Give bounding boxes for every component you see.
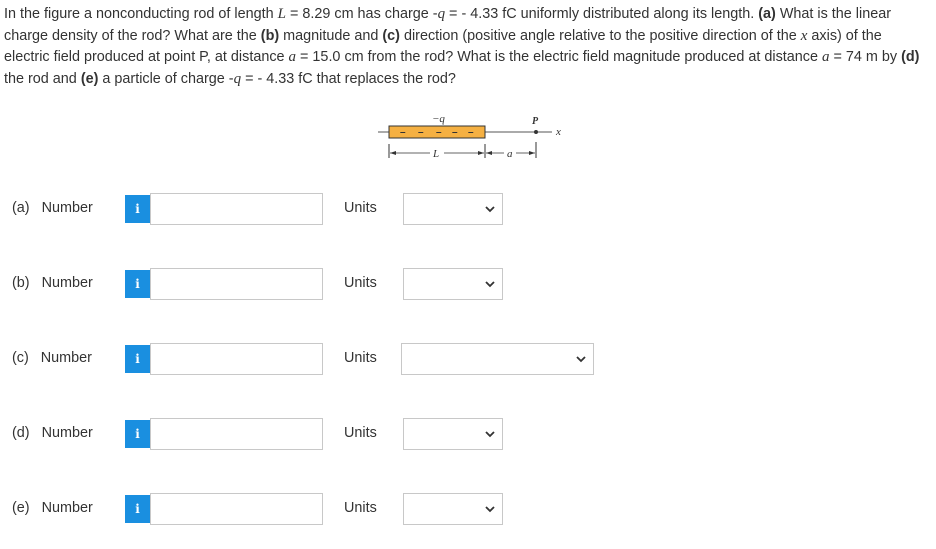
variable-q: q bbox=[437, 6, 446, 22]
number-input-a[interactable] bbox=[150, 193, 323, 225]
info-icon[interactable]: i bbox=[125, 345, 150, 373]
units-label: Units bbox=[344, 350, 377, 366]
chevron-down-icon bbox=[484, 278, 496, 290]
rod-sign: – bbox=[468, 127, 474, 138]
variable-q: q bbox=[233, 70, 242, 87]
units-select-e[interactable] bbox=[403, 493, 503, 525]
part-marker-c: (c) bbox=[382, 27, 400, 44]
variable-a: a bbox=[288, 49, 297, 65]
problem-text: the rod and bbox=[4, 70, 81, 87]
units-select-a[interactable] bbox=[403, 193, 503, 225]
units-select-d[interactable] bbox=[403, 418, 503, 450]
length-label: L bbox=[433, 148, 440, 160]
part-marker-d: (d) bbox=[901, 49, 920, 65]
part-marker-b: (b) bbox=[260, 27, 280, 44]
units-label: Units bbox=[344, 500, 377, 516]
problem-text: axis) of the electric field produced at point P, at distance bbox=[4, 27, 882, 65]
problem-text: magnitude and bbox=[279, 27, 383, 44]
part-marker-a: (a) bbox=[758, 6, 776, 22]
info-icon[interactable]: i bbox=[125, 270, 150, 298]
x-axis-label: x bbox=[556, 126, 561, 138]
number-input-e[interactable] bbox=[150, 493, 323, 525]
chevron-down-icon bbox=[575, 353, 587, 365]
units-label: Units bbox=[344, 200, 377, 216]
part-label: (a) Number bbox=[12, 200, 93, 216]
info-icon[interactable]: i bbox=[125, 495, 150, 523]
part-label: (b) Number bbox=[12, 275, 93, 291]
charge-label: −q bbox=[432, 113, 445, 125]
rod-sign: – bbox=[400, 127, 406, 138]
chevron-down-icon bbox=[484, 203, 496, 215]
units-label: Units bbox=[344, 275, 377, 291]
part-label: (d) Number bbox=[12, 425, 93, 441]
answer-row-c bbox=[0, 342, 936, 376]
problem-text: = 15.0 cm from the rod? What is the electric field magnitude produced at distance bbox=[296, 49, 822, 65]
chevron-down-icon bbox=[484, 428, 496, 440]
info-icon[interactable]: i bbox=[125, 195, 150, 223]
problem-statement bbox=[4, 4, 929, 90]
part-label: (c) Number bbox=[12, 350, 92, 366]
rod-sign: – bbox=[418, 127, 424, 138]
units-select-c[interactable] bbox=[401, 343, 594, 375]
number-input-d[interactable] bbox=[150, 418, 323, 450]
problem-text: a particle of charge - bbox=[98, 70, 234, 87]
distance-label: a bbox=[507, 148, 513, 160]
variable-a: a bbox=[821, 49, 830, 65]
arrowhead bbox=[529, 151, 535, 155]
part-label: (e) Number bbox=[12, 500, 93, 516]
problem-text: direction (positive angle relative to the positive direction of the bbox=[399, 27, 801, 44]
problem-text: What is the linear charge density of the rod? What are the bbox=[4, 6, 892, 44]
answer-row-b bbox=[0, 267, 936, 301]
arrowhead bbox=[390, 151, 396, 155]
units-select-b[interactable] bbox=[403, 268, 503, 300]
variable-L: L bbox=[277, 6, 286, 22]
point-p-label: P bbox=[532, 116, 539, 127]
part-marker-e: (e) bbox=[80, 70, 99, 87]
answer-row-e bbox=[0, 492, 936, 526]
number-input-b[interactable] bbox=[150, 268, 323, 300]
arrowhead bbox=[486, 151, 492, 155]
answer-row-a bbox=[0, 192, 936, 226]
point-p-dot bbox=[534, 130, 538, 134]
answer-row-d bbox=[0, 417, 936, 451]
problem-text: = 74 m by bbox=[829, 49, 902, 65]
rod-sign: – bbox=[452, 127, 458, 138]
number-input-c[interactable] bbox=[150, 343, 323, 375]
problem-text: In the figure a nonconducting rod of length bbox=[4, 6, 278, 22]
problem-text: = - 4.33 fC uniformly distributed along its length. bbox=[445, 6, 759, 22]
problem-text: = - 4.33 fC that replaces the rod? bbox=[241, 70, 456, 87]
info-icon[interactable]: i bbox=[125, 420, 150, 448]
units-label: Units bbox=[344, 425, 377, 441]
problem-text: = 8.29 cm has charge - bbox=[285, 6, 438, 22]
rod-figure bbox=[376, 112, 566, 164]
rod-sign: – bbox=[436, 127, 442, 138]
chevron-down-icon bbox=[484, 503, 496, 515]
variable-x: x bbox=[800, 27, 808, 44]
arrowhead bbox=[478, 151, 484, 155]
